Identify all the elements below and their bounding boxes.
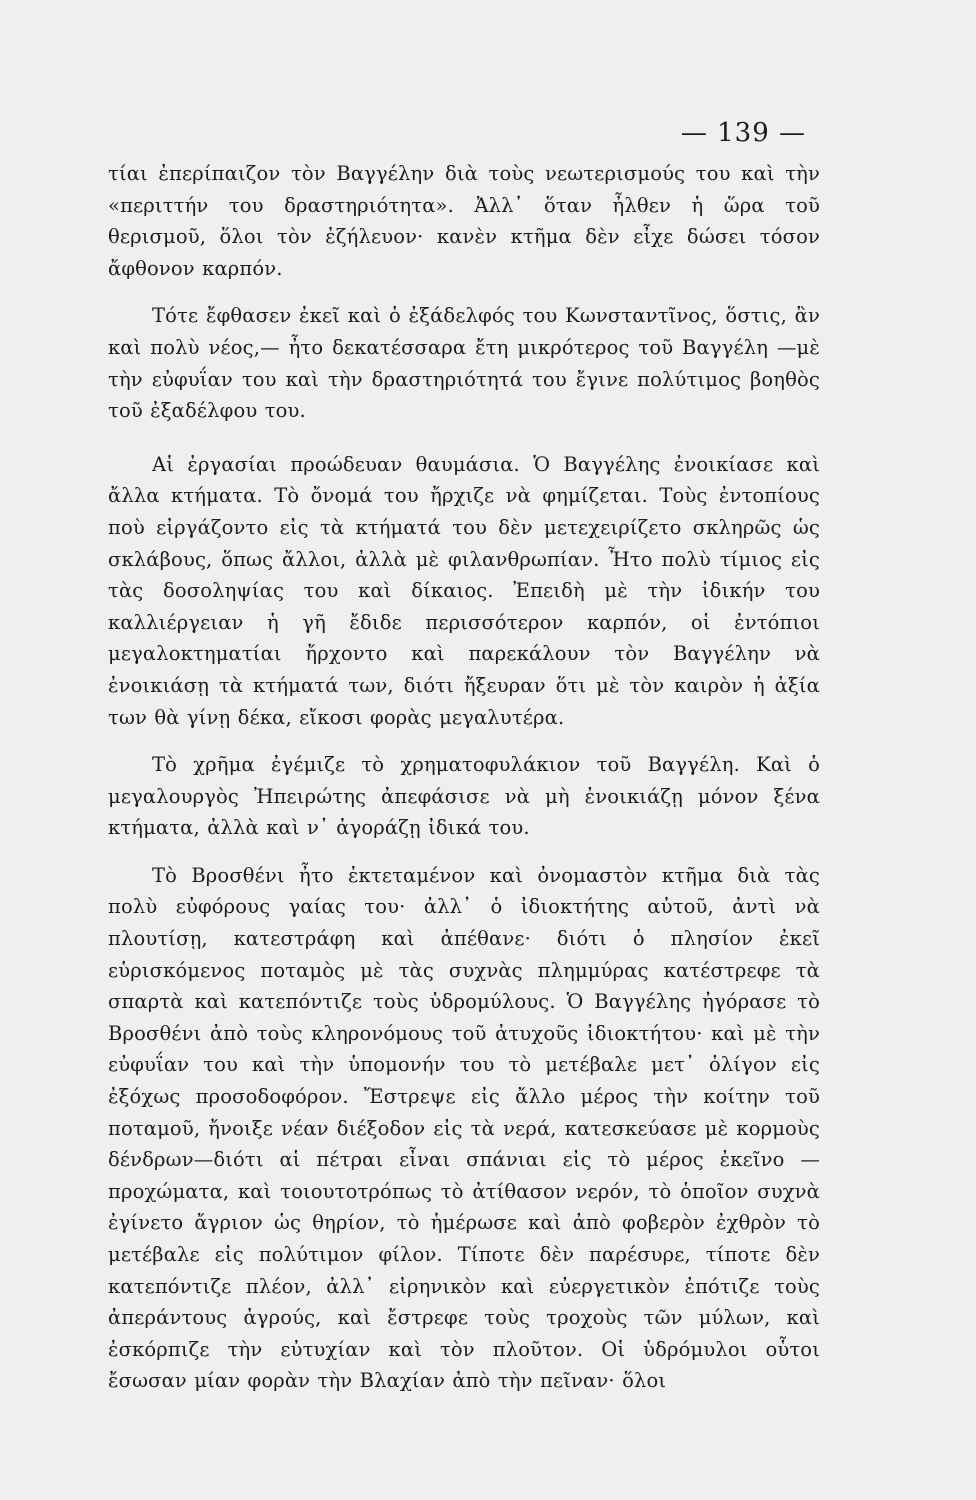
paragraph-konstantinos: Τότε ἔφθασεν ἐκεῖ καὶ ὁ ἐξάδελφός του Κωνσταντῖνος, ὅστις, ἂν καὶ πολὺ νέος,— ἦτο δεκατέσσαρα ἔτη μικρότερος τοῦ Βαγγέλη —μὲ τὴν εὐφυΐαν του καὶ τὴν δραστηριότητά του ἔγινε πολύτιμος βοηθὸς τοῦ ἐξαδέλφου του. — [108, 304, 820, 423]
paragraph-brosthéni: Τὸ Βροσθένι ἦτο ἐκτεταμένον καὶ ὀνομαστὸν κτῆμα διὰ τὰς πολὺ εὐφόρους γαίας του· ἀλλ᾽ ὁ ἰδιοκτήτης αὐτοῦ, ἀντὶ νὰ πλουτίσῃ, κατεστράφη καὶ ἀπέθανε· διότι ὁ πλησίον ἐκεῖ εὑρισκόμενος ποταμὸς μὲ τὰς συχνὰς πλημμύρας κατέστρεφε τὰ σπαρτὰ καὶ κατεπόντιζε τοὺς ὑδρομύλους. Ὁ Βαγγέλης ἠγόρασε τὸ Βροσθένι ἀπὸ τοὺς κληρονόμους τοῦ ἀτυχοῦς ἰδιοκτήτου· καὶ μὲ τὴν εὐφυΐαν του καὶ τὴν ὑπομονήν του τὸ μετέβαλε μετ᾽ ὀλίγον εἰς ἐξόχως προσοδοφόρον. Ἔστρεψε εἰς ἄλλο μέρος τὴν κοίτην τοῦ ποταμοῦ, ἤνοιξε νέαν διέξοδον εἰς τὰ νερά, κατεσκεύασε μὲ κορμοὺς δένδρων—διότι αἱ πέτραι εἶναι σπάνιαι εἰς τὸ μέρος ἐκεῖνο —προχώματα, καὶ τοιουτοτρόπως τὸ ἀτίθασον νερόν, τὸ ὁποῖον συχνὰ ἐγίνετο ἄγριον ὡς θηρίον, τὸ ἡμέρωσε καὶ ἀπὸ φοβερὸν ἐχθρὸν τὸ μετέβαλε εἰς πολύτιμον φίλον. Τίποτε δὲν παρέσυρε, τίποτε δὲν κατεπόντιζε πλέον, ἀλλ᾽ εἰρηνικὸν καὶ εὐεργετικὸν ἐπότιζε τοὺς ἀπεράντους ἀγρούς, καὶ ἔστρεφε τοὺς τροχοὺς τῶν μύλων, καὶ ἐσκόρπιζε τὴν εὐτυχίαν καὶ τὸν πλοῦτον. Οἱ ὑδρόμυλοι οὗτοι ἔσωσαν μίαν φορὰν τὴν Βλαχίαν ἀπὸ τὴν πεῖναν· ὅλοι — [108, 863, 820, 1393]
page-number: — 139 — — [680, 118, 806, 148]
page-text — [108, 158, 820, 1413]
paragraph-progress: Αἱ ἐργασίαι προώδευαν θαυμάσια. Ὁ Βαγγέλης ἐνοικίασε καὶ ἄλλα κτήματα. Τὸ ὄνομά του ἤρχιζε νὰ φημίζεται. Τοὺς ἐντοπίους ποὺ εἰργάζοντο εἰς τὰ κτήματά του δὲν μετεχειρίζετο σκληρῶς ὡς σκλάβους, ὅπως ἄλλοι, ἀλλὰ μὲ φιλανθρωπίαν. Ἦτο πολὺ τίμιος εἰς τὰς δοσοληψίας του καὶ δίκαιος. Ἐπειδὴ μὲ τὴν ἰδικήν του καλλιέργειαν ἡ γῆ ἔδιδε περισσότερον καρπόν, οἱ ἐντόπιοι μεγαλοκτηματίαι ἤρχοντο καὶ παρεκάλουν τὸν Βαγγέλην νὰ ἐνοικιάσῃ τὰ κτήματά των, διότι ἤξευραν ὅτι μὲ τὸν καιρὸν ἡ ἀξία των θὰ γίνῃ δέκα, εἴκοσι φορὰς μεγαλυτέρα. — [108, 452, 820, 729]
paragraph-money: Τὸ χρῆμα ἐγέμιζε τὸ χρηματοφυλάκιον τοῦ Βαγγέλη. Καὶ ὁ μεγαλουργὸς Ἠπειρώτης ἀπεφάσισε νὰ μὴ ἐνοικιάζῃ μόνον ξένα κτήματα, ἀλλὰ καὶ ν᾽ ἀγοράζῃ ἰδικά του. — [108, 753, 820, 840]
paragraph-continuation: τίαι ἐπερίπαιζον τὸν Βαγγέλην διὰ τοὺς νεωτερισμούς του καὶ τὴν «περιττήν του δραστηριότητα». Ἀλλ᾽ ὅταν ἦλθεν ἡ ὥρα τοῦ θερισμοῦ, ὅλοι τὸν ἐζήλευον· κανὲν κτῆμα δὲν εἶχε δώσει τόσον ἄφθονον καρπόν. — [108, 162, 820, 280]
